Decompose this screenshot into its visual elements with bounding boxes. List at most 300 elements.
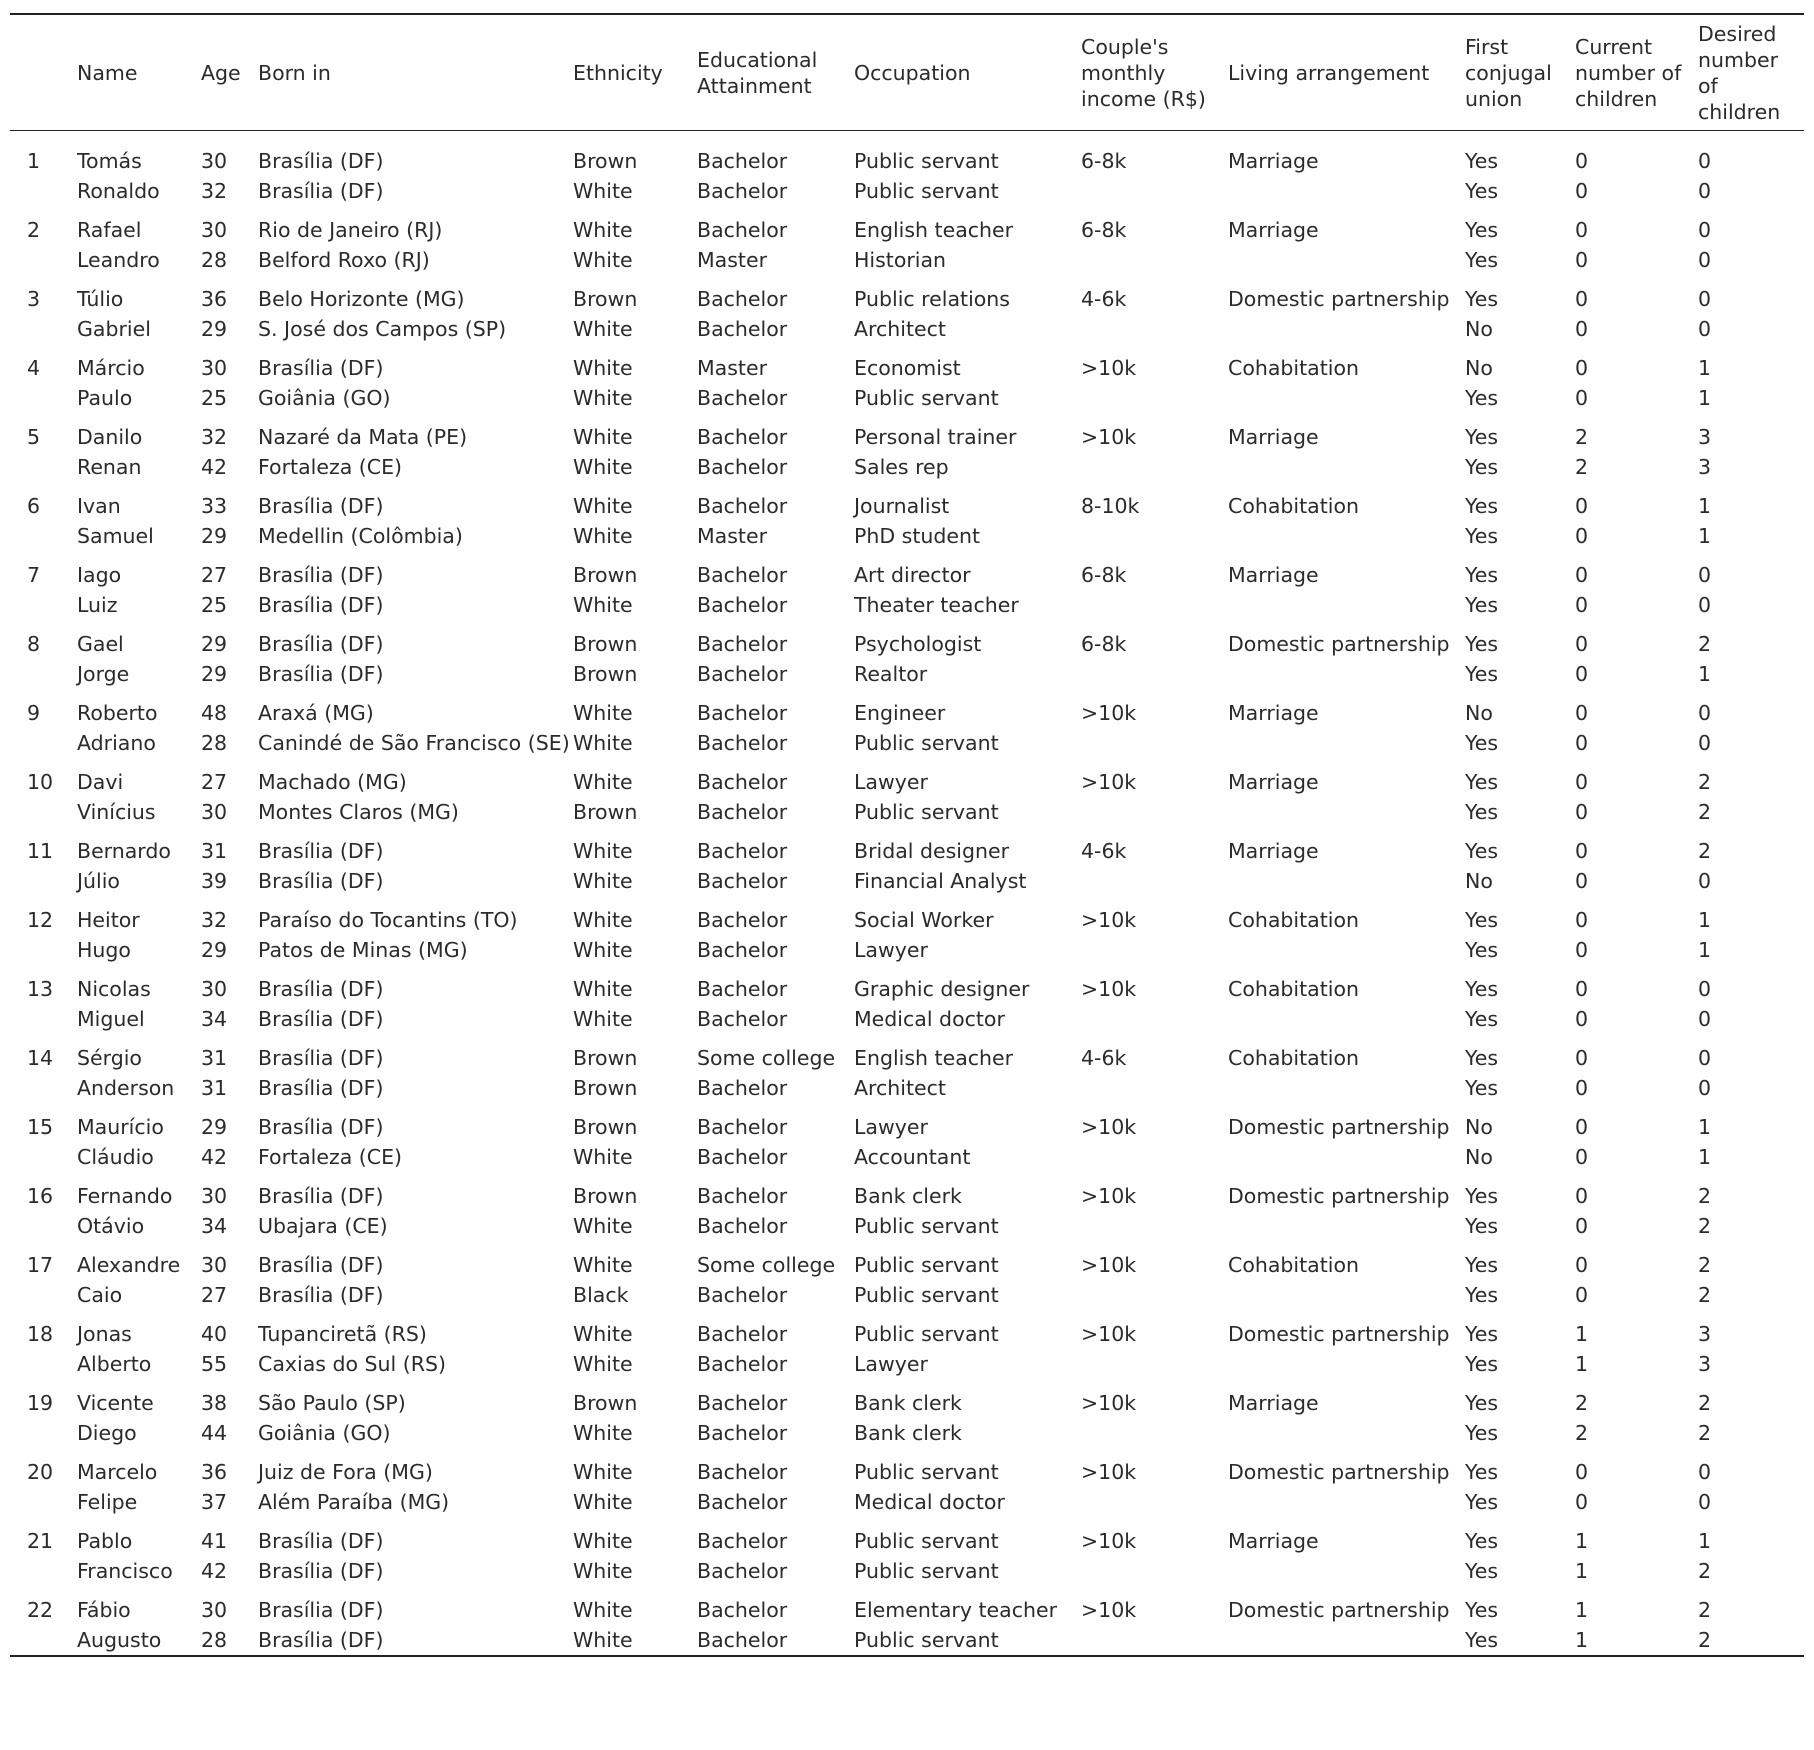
cell-living-arrangement: Marriage (1228, 149, 1319, 173)
cell-first-union: Yes (1465, 730, 1499, 755)
cell-couple-number: 9 (27, 701, 41, 725)
cell-first-union: Yes (1465, 425, 1499, 449)
cell-name: Augusto (77, 1627, 162, 1652)
cell-income: 4-6k (1081, 1046, 1127, 1070)
cell-occupation: Public servant (854, 1282, 999, 1307)
cell-current-children: 0 (1575, 868, 1589, 893)
cell-name: Paulo (77, 385, 133, 410)
table-row (10, 246, 1804, 276)
cell-age: 48 (201, 701, 228, 725)
cell-desired-children: 1 (1698, 356, 1712, 380)
cell-ethnicity: White (573, 1213, 633, 1238)
cell-current-children: 0 (1575, 1213, 1589, 1238)
cell-couple-number (10, 1488, 77, 1518)
cell-income (1081, 246, 1228, 276)
table-row (10, 1034, 1804, 1074)
cell-first-union: Yes (1465, 178, 1499, 203)
cell-occupation: Public servant (854, 178, 999, 203)
cell-current-children: 2 (1575, 1391, 1589, 1415)
cell-occupation: Bank clerk (854, 1391, 962, 1415)
table-row (10, 1379, 1804, 1419)
cell-ethnicity: Brown (573, 661, 638, 686)
cell-income (1081, 867, 1228, 897)
cell-current-children: 2 (1575, 425, 1589, 449)
cell-occupation: Sales rep (854, 454, 949, 479)
cell-desired-children: 2 (1698, 1253, 1712, 1277)
cell-education: Bachelor (697, 1627, 788, 1652)
table-row (10, 689, 1804, 729)
cell-born-in: Nazaré da Mata (PE) (258, 425, 468, 449)
cell-education: Bachelor (697, 1529, 788, 1553)
cell-born-in: Medellin (Colômbia) (258, 523, 463, 548)
cell-desired-children: 2 (1698, 1598, 1712, 1622)
cell-first-union: Yes (1465, 937, 1499, 962)
cell-desired-children: 2 (1698, 632, 1712, 656)
cell-education: Bachelor (697, 1213, 788, 1238)
cell-current-children: 0 (1575, 1184, 1589, 1208)
cell-desired-children: 0 (1698, 218, 1712, 242)
cell-first-union: Yes (1465, 1184, 1499, 1208)
cell-age: 40 (201, 1322, 228, 1346)
cell-living-arrangement (1228, 591, 1465, 621)
cell-current-children: 1 (1575, 1627, 1589, 1652)
cell-first-union: Yes (1465, 1627, 1499, 1652)
cell-ethnicity: Brown (573, 1115, 638, 1139)
cell-couple-number: 19 (27, 1391, 54, 1415)
cell-name: Alberto (77, 1351, 152, 1376)
cell-born-in: Brasília (DF) (258, 1558, 384, 1583)
cell-desired-children: 2 (1698, 1627, 1712, 1652)
cell-born-in: Araxá (MG) (258, 701, 374, 725)
cell-first-union: Yes (1465, 661, 1499, 686)
cell-age: 33 (201, 494, 228, 518)
cell-first-union: No (1465, 701, 1493, 725)
cell-born-in: Goiânia (GO) (258, 385, 391, 410)
cell-first-union: Yes (1465, 1558, 1499, 1583)
cell-ethnicity: White (573, 1253, 633, 1277)
cell-couple-number: 14 (27, 1046, 54, 1070)
cell-ethnicity: White (573, 1558, 633, 1583)
cell-desired-children: 1 (1698, 494, 1712, 518)
cell-age: 42 (201, 1558, 228, 1583)
cell-age: 29 (201, 523, 228, 548)
cell-first-union: Yes (1465, 563, 1499, 587)
cell-born-in: Rio de Janeiro (RJ) (258, 218, 443, 242)
cell-born-in: Brasília (DF) (258, 839, 384, 863)
table-row (10, 1241, 1804, 1281)
cell-current-children: 0 (1575, 178, 1589, 203)
cell-income: >10k (1081, 908, 1137, 932)
cell-living-arrangement: Domestic partnership (1228, 1115, 1450, 1139)
cell-age: 29 (201, 632, 228, 656)
cell-born-in: Brasília (DF) (258, 632, 384, 656)
cell-couple-number (10, 1281, 77, 1311)
header-education: Educational Attainment (697, 14, 854, 131)
cell-first-union: Yes (1465, 247, 1499, 272)
cell-income (1081, 1281, 1228, 1311)
cell-living-arrangement (1228, 522, 1465, 552)
cell-desired-children: 2 (1698, 1391, 1712, 1415)
cell-current-children: 0 (1575, 977, 1589, 1001)
cell-born-in: Brasília (DF) (258, 592, 384, 617)
cell-couple-number: 12 (27, 908, 54, 932)
cell-income: >10k (1081, 1184, 1137, 1208)
header-born-in: Born in (258, 14, 573, 131)
cell-couple-number (10, 522, 77, 552)
cell-income: 6-8k (1081, 218, 1127, 242)
cell-name: Hugo (77, 937, 131, 962)
cell-name: Heitor (77, 908, 140, 932)
cell-living-arrangement (1228, 315, 1465, 345)
cell-age: 32 (201, 425, 228, 449)
cell-name: Gabriel (77, 316, 151, 341)
cell-education: Bachelor (697, 868, 788, 893)
table-row (10, 1281, 1804, 1311)
cell-age: 27 (201, 770, 228, 794)
cell-current-children: 0 (1575, 563, 1589, 587)
header-age: Age (201, 14, 258, 131)
cell-education: Bachelor (697, 149, 788, 173)
cell-education: Bachelor (697, 1115, 788, 1139)
cell-desired-children: 0 (1698, 178, 1712, 203)
cell-income: >10k (1081, 1460, 1137, 1484)
cell-living-arrangement: Cohabitation (1228, 908, 1359, 932)
cell-name: Júlio (77, 868, 120, 893)
cell-age: 28 (201, 1627, 228, 1652)
cell-income (1081, 522, 1228, 552)
table-row (10, 275, 1804, 315)
cell-couple-number: 22 (27, 1598, 54, 1622)
cell-name: Jonas (77, 1322, 132, 1346)
cell-age: 34 (201, 1006, 228, 1031)
cell-name: Jorge (77, 661, 130, 686)
cell-age: 37 (201, 1489, 228, 1514)
cell-age: 30 (201, 1253, 228, 1277)
cell-occupation: Bridal designer (854, 839, 1010, 863)
cell-age: 30 (201, 149, 228, 173)
cell-living-arrangement: Domestic partnership (1228, 1598, 1450, 1622)
cell-living-arrangement: Marriage (1228, 1529, 1319, 1553)
cell-education: Bachelor (697, 1391, 788, 1415)
cell-ethnicity: White (573, 937, 633, 962)
cell-couple-number: 5 (27, 425, 41, 449)
cell-living-arrangement: Marriage (1228, 1391, 1319, 1415)
cell-current-children: 0 (1575, 632, 1589, 656)
cell-education: Bachelor (697, 632, 788, 656)
cell-education: Master (697, 356, 768, 380)
cell-age: 27 (201, 563, 228, 587)
cell-living-arrangement (1228, 660, 1465, 690)
cell-couple-number (10, 798, 77, 828)
cell-couple-number: 16 (27, 1184, 54, 1208)
cell-age: 30 (201, 977, 228, 1001)
cell-desired-children: 1 (1698, 1115, 1712, 1139)
cell-born-in: Montes Claros (MG) (258, 799, 459, 824)
cell-income (1081, 453, 1228, 483)
table-row (10, 1103, 1804, 1143)
cell-current-children: 0 (1575, 1115, 1589, 1139)
cell-current-children: 0 (1575, 218, 1589, 242)
cell-current-children: 1 (1575, 1351, 1589, 1376)
cell-occupation: Elementary teacher (854, 1598, 1058, 1622)
cell-occupation: Bank clerk (854, 1420, 962, 1445)
cell-occupation: Architect (854, 1075, 946, 1100)
cell-current-children: 0 (1575, 908, 1589, 932)
header-num (10, 14, 77, 131)
cell-born-in: Belo Horizonte (MG) (258, 287, 465, 311)
cell-desired-children: 2 (1698, 770, 1712, 794)
cell-age: 30 (201, 218, 228, 242)
cell-living-arrangement (1228, 729, 1465, 759)
cell-couple-number (10, 1074, 77, 1104)
cell-desired-children: 0 (1698, 592, 1712, 617)
cell-age: 36 (201, 1460, 228, 1484)
cell-education: Bachelor (697, 1184, 788, 1208)
cell-first-union: Yes (1465, 1213, 1499, 1238)
cell-education: Bachelor (697, 1075, 788, 1100)
table-row (10, 591, 1804, 621)
cell-first-union: Yes (1465, 149, 1499, 173)
cell-living-arrangement: Cohabitation (1228, 356, 1359, 380)
table-row (10, 177, 1804, 207)
cell-occupation: Theater teacher (854, 592, 1019, 617)
cell-living-arrangement (1228, 1419, 1465, 1449)
cell-first-union: Yes (1465, 494, 1499, 518)
table-row (10, 729, 1804, 759)
cell-born-in: Brasília (DF) (258, 494, 384, 518)
cell-occupation: Lawyer (854, 937, 928, 962)
cell-education: Bachelor (697, 1460, 788, 1484)
cell-education: Bachelor (697, 1144, 788, 1169)
cell-occupation: Bank clerk (854, 1184, 962, 1208)
cell-living-arrangement: Domestic partnership (1228, 287, 1450, 311)
cell-ethnicity: Black (573, 1282, 629, 1307)
cell-education: Master (697, 247, 768, 272)
cell-education: Bachelor (697, 287, 788, 311)
cell-desired-children: 1 (1698, 1144, 1712, 1169)
cell-occupation: Graphic designer (854, 977, 1030, 1001)
header-first-union: First conjugal union (1465, 14, 1575, 131)
cell-occupation: Public servant (854, 1213, 999, 1238)
cell-ethnicity: White (573, 1144, 633, 1169)
cell-income (1081, 936, 1228, 966)
cell-income (1081, 1626, 1228, 1657)
cell-ethnicity: White (573, 1351, 633, 1376)
cell-education: Bachelor (697, 1006, 788, 1031)
cell-ethnicity: White (573, 356, 633, 380)
cell-income: >10k (1081, 1529, 1137, 1553)
table-row (10, 413, 1804, 453)
table-row (10, 896, 1804, 936)
cell-couple-number: 15 (27, 1115, 54, 1139)
cell-living-arrangement: Domestic partnership (1228, 1184, 1450, 1208)
cell-current-children: 0 (1575, 1075, 1589, 1100)
cell-ethnicity: Brown (573, 632, 638, 656)
cell-occupation: Public relations (854, 287, 1010, 311)
cell-name: Cláudio (77, 1144, 154, 1169)
cell-ethnicity: White (573, 868, 633, 893)
cell-name: Túlio (77, 287, 124, 311)
cell-occupation: Public servant (854, 1529, 999, 1553)
table-row (10, 1172, 1804, 1212)
cell-desired-children: 0 (1698, 563, 1712, 587)
table-row (10, 1310, 1804, 1350)
cell-occupation: Public servant (854, 385, 999, 410)
cell-first-union: Yes (1465, 1282, 1499, 1307)
table-body (10, 131, 1804, 1657)
cell-name: Pablo (77, 1529, 133, 1553)
cell-education: Bachelor (697, 1558, 788, 1583)
cell-education: Bachelor (697, 563, 788, 587)
cell-living-arrangement: Cohabitation (1228, 977, 1359, 1001)
header-occupation: Occupation (854, 14, 1081, 131)
table-row (10, 384, 1804, 414)
cell-born-in: Brasília (DF) (258, 356, 384, 380)
cell-name: Iago (77, 563, 122, 587)
cell-income: >10k (1081, 425, 1137, 449)
cell-occupation: Engineer (854, 701, 946, 725)
cell-name: Otávio (77, 1213, 145, 1238)
cell-income: 8-10k (1081, 494, 1140, 518)
cell-first-union: Yes (1465, 839, 1499, 863)
cell-couple-number (10, 315, 77, 345)
cell-living-arrangement: Marriage (1228, 701, 1319, 725)
header-desired-children: Desired number of children (1698, 14, 1804, 131)
cell-ethnicity: White (573, 523, 633, 548)
cell-desired-children: 0 (1698, 1489, 1712, 1514)
cell-current-children: 0 (1575, 316, 1589, 341)
cell-desired-children: 2 (1698, 1184, 1712, 1208)
cell-couple-number: 11 (27, 839, 54, 863)
cell-born-in: Brasília (DF) (258, 1627, 384, 1652)
cell-education: Bachelor (697, 937, 788, 962)
cell-living-arrangement: Domestic partnership (1228, 1322, 1450, 1346)
cell-current-children: 1 (1575, 1598, 1589, 1622)
cell-ethnicity: White (573, 247, 633, 272)
cell-education: Bachelor (697, 218, 788, 242)
cell-occupation: Accountant (854, 1144, 971, 1169)
cell-living-arrangement: Marriage (1228, 839, 1319, 863)
cell-education: Master (697, 523, 768, 548)
table-row (10, 1557, 1804, 1587)
cell-desired-children: 1 (1698, 385, 1712, 410)
cell-name: Vinícius (77, 799, 156, 824)
table-row (10, 660, 1804, 690)
cell-name: Alexandre (77, 1253, 181, 1277)
cell-born-in: Brasília (DF) (258, 1598, 384, 1622)
cell-born-in: Machado (MG) (258, 770, 407, 794)
cell-desired-children: 0 (1698, 247, 1712, 272)
cell-current-children: 0 (1575, 730, 1589, 755)
cell-income (1081, 1074, 1228, 1104)
cell-living-arrangement (1228, 1557, 1465, 1587)
cell-current-children: 0 (1575, 1282, 1589, 1307)
cell-occupation: Public servant (854, 1558, 999, 1583)
cell-living-arrangement (1228, 798, 1465, 828)
cell-first-union: Yes (1465, 908, 1499, 932)
cell-couple-number: 2 (27, 218, 41, 242)
cell-current-children: 2 (1575, 1420, 1589, 1445)
cell-couple-number: 21 (27, 1529, 54, 1553)
cell-first-union: Yes (1465, 385, 1499, 410)
cell-income (1081, 1557, 1228, 1587)
cell-ethnicity: White (573, 1529, 633, 1553)
cell-living-arrangement: Cohabitation (1228, 1253, 1359, 1277)
cell-born-in: Caxias do Sul (RS) (258, 1351, 447, 1376)
cell-name: Fábio (77, 1598, 131, 1622)
cell-ethnicity: White (573, 454, 633, 479)
table-row (10, 344, 1804, 384)
cell-occupation: Art director (854, 563, 971, 587)
cell-current-children: 0 (1575, 1006, 1589, 1031)
cell-age: 31 (201, 1075, 228, 1100)
cell-living-arrangement: Marriage (1228, 425, 1319, 449)
cell-ethnicity: Brown (573, 149, 638, 173)
cell-name: Renan (77, 454, 142, 479)
table-row (10, 1488, 1804, 1518)
cell-current-children: 0 (1575, 149, 1589, 173)
cell-born-in: S. José dos Campos (SP) (258, 316, 507, 341)
cell-ethnicity: Brown (573, 563, 638, 587)
cell-income: >10k (1081, 701, 1137, 725)
cell-current-children: 2 (1575, 454, 1589, 479)
cell-born-in: Belford Roxo (RJ) (258, 247, 430, 272)
cell-education: Bachelor (697, 494, 788, 518)
cell-current-children: 0 (1575, 1046, 1589, 1070)
cell-first-union: Yes (1465, 523, 1499, 548)
cell-born-in: São Paulo (SP) (258, 1391, 406, 1415)
cell-current-children: 0 (1575, 356, 1589, 380)
cell-couple-number (10, 1626, 77, 1657)
cell-current-children: 0 (1575, 523, 1589, 548)
cell-income: 4-6k (1081, 287, 1127, 311)
cell-couple-number (10, 660, 77, 690)
cell-name: Francisco (77, 1558, 173, 1583)
cell-desired-children: 3 (1698, 1322, 1712, 1346)
cell-ethnicity: White (573, 425, 633, 449)
header-row (10, 14, 1804, 131)
cell-current-children: 0 (1575, 1253, 1589, 1277)
cell-first-union: Yes (1465, 1075, 1499, 1100)
cell-current-children: 0 (1575, 701, 1589, 725)
cell-current-children: 1 (1575, 1529, 1589, 1553)
cell-first-union: Yes (1465, 1529, 1499, 1553)
cell-income (1081, 1488, 1228, 1518)
cell-living-arrangement (1228, 246, 1465, 276)
table-row (10, 1586, 1804, 1626)
cell-education: Bachelor (697, 1489, 788, 1514)
cell-age: 30 (201, 356, 228, 380)
cell-born-in: Brasília (DF) (258, 868, 384, 893)
cell-income (1081, 1143, 1228, 1173)
cell-age: 31 (201, 839, 228, 863)
cell-current-children: 0 (1575, 247, 1589, 272)
cell-first-union: Yes (1465, 1006, 1499, 1031)
cell-first-union: Yes (1465, 1420, 1499, 1445)
cell-occupation: Medical doctor (854, 1489, 1005, 1514)
cell-income: >10k (1081, 1253, 1137, 1277)
cell-couple-number (10, 591, 77, 621)
cell-income: >10k (1081, 1115, 1137, 1139)
cell-age: 29 (201, 1115, 228, 1139)
cell-ethnicity: White (573, 218, 633, 242)
cell-desired-children: 3 (1698, 454, 1712, 479)
cell-living-arrangement: Domestic partnership (1228, 1460, 1450, 1484)
cell-ethnicity: White (573, 701, 633, 725)
cell-desired-children: 3 (1698, 425, 1712, 449)
cell-desired-children: 3 (1698, 1351, 1712, 1376)
cell-education: Bachelor (697, 316, 788, 341)
